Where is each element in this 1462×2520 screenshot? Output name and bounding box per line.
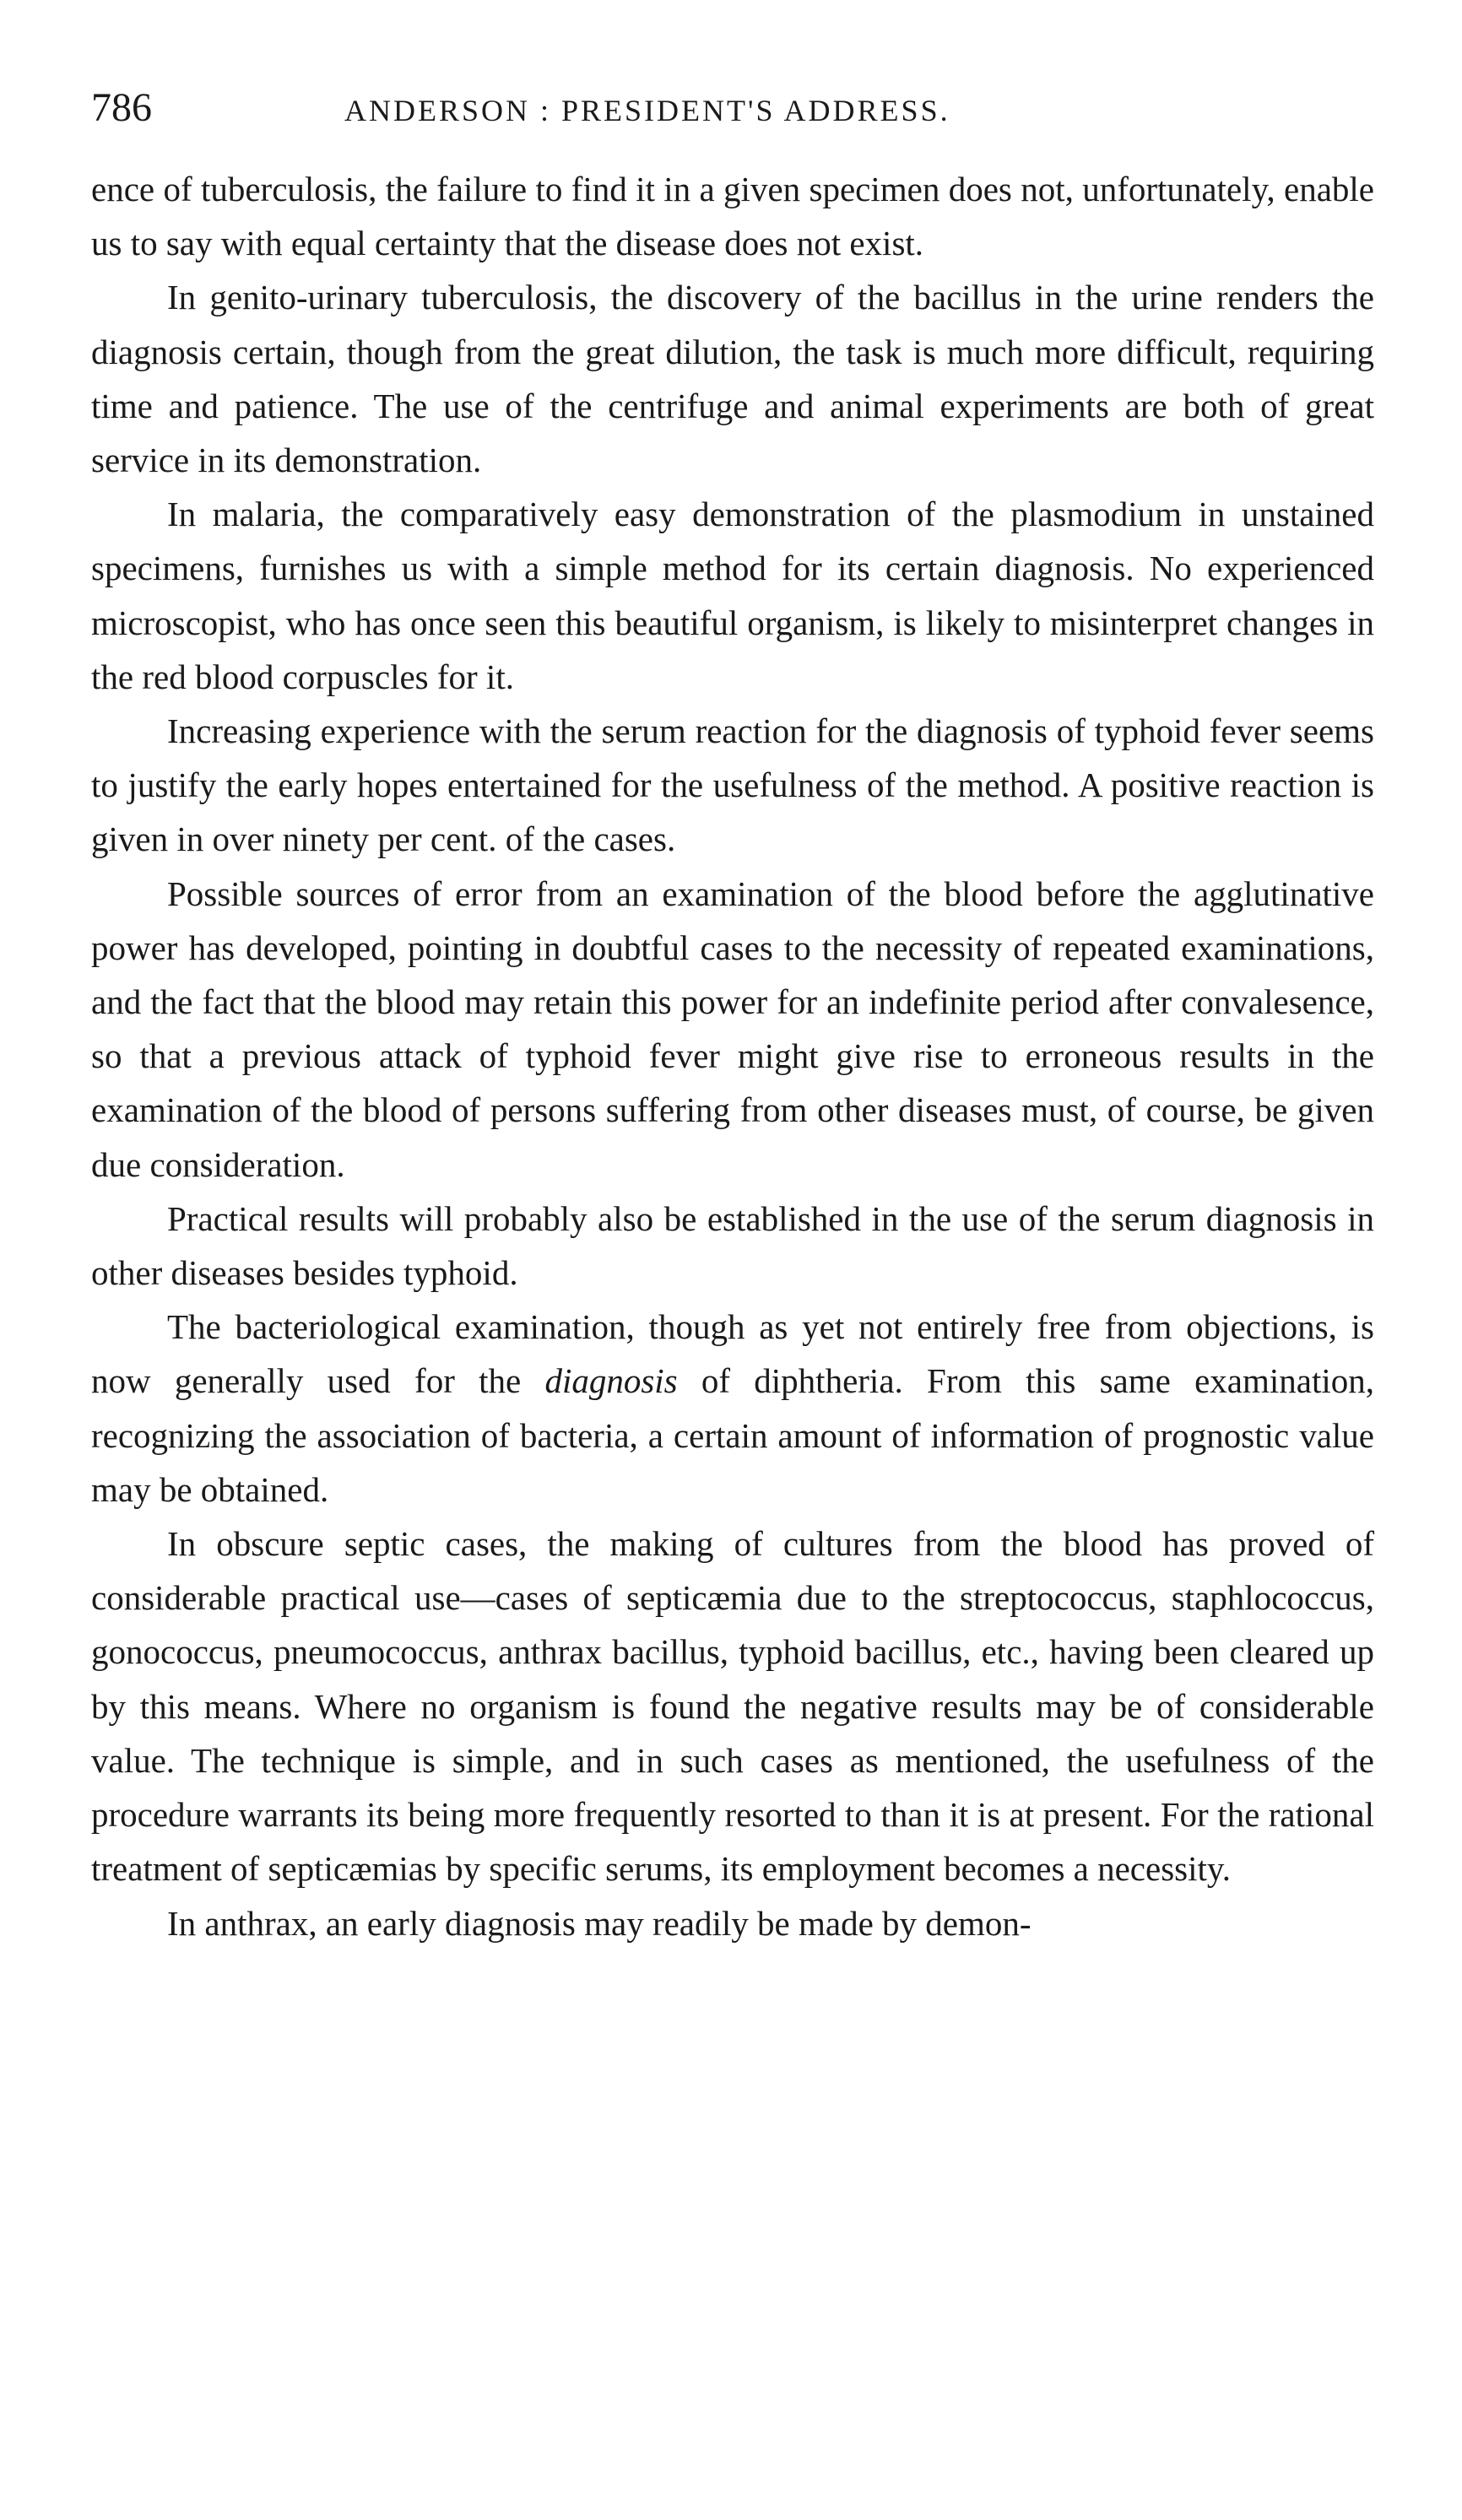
diphtheria-text-after: of diphtheria. From this same examination, recognizing the association of bacteria, a certain amount of information of prognostic value may be obtained.: [91, 1361, 1374, 1509]
body-text: [91, 162, 1374, 1950]
paragraph-malaria: In malaria, the comparatively easy demonstration of the plasmodium in unstained specimens, furnishes us with a simple method for its certain diagnosis. No experienced microscopist, who has once seen this beautiful organism, is likely to misinterpret changes in the red blood corpuscles for it.: [91, 495, 1374, 696]
paragraph-genito-urinary: In genito-urinary tuberculosis, the discovery of the bacillus in the urine renders the diagnosis certain, though from the great dilution, the task is much more difficult, requiring time and patience. The use of the centrifuge and animal experiments are both of great service in its demonstration.: [91, 278, 1374, 480]
paragraph-septic-cases: In obscure septic cases, the making of cultures from the blood has proved of considerable practical use—cases of septicæmia due to the streptococcus, staphlococcus, gonococcus, pneumococcus, anthrax bacillus, typhoid bacillus, etc., having been cleared up by this means. Where no organism is found the negative results may be of considerable value. The technique is simple, and in such cases as mentioned, the usefulness of the procedure warrants its being more frequently resorted to than it is at present. For the rational treatment of septicæmias by specific serums, its employment becomes a necessity.: [91, 1524, 1374, 1889]
document-page: [91, 84, 1374, 1950]
paragraph-sources-of-error: Possible sources of error from an examination of the blood before the agglutinative power has developed, pointing in doubtful cases to the necessity of repeated examinations, and the fact that the blood may retain this power for an indefinite period after convalesence, so that a previous attack of typhoid fever might give rise to erroneous results in the examination of the blood of persons suffering from other diseases must, of course, be given due consideration.: [91, 873, 1374, 1184]
paragraph-anthrax: In anthrax, an early diagnosis may readily be made by demon-: [167, 1903, 1032, 1943]
running-head-title: ANDERSON : PRESIDENT'S ADDRESS.: [344, 94, 950, 127]
page-number: 786: [91, 85, 152, 130]
diphtheria-text-before: The bacteriological examination, though as yet not entirely free from objections, is now generally used for the: [91, 1307, 1374, 1401]
paragraph-diphtheria: [91, 1300, 1374, 1517]
diphtheria-italic-word: diagnosis: [544, 1361, 678, 1401]
paragraph-tuberculosis-continuation: ence of tuberculosis, the failure to find it in a given specimen does not, unfortunately, enable us to say with equal certainty that the disease does not exist.: [91, 170, 1374, 263]
running-head: [91, 84, 1374, 143]
paragraph-serum-reaction: Increasing experience with the serum reaction for the diagnosis of typhoid fever seems to justify the early hopes entertained for the usefulness of the method. A positive reaction is given in over ninety per cent. of the cases.: [91, 711, 1374, 859]
paragraph-practical-results: Practical results will probably also be established in the use of the serum diagnosis in other diseases besides typhoid.: [91, 1198, 1374, 1293]
